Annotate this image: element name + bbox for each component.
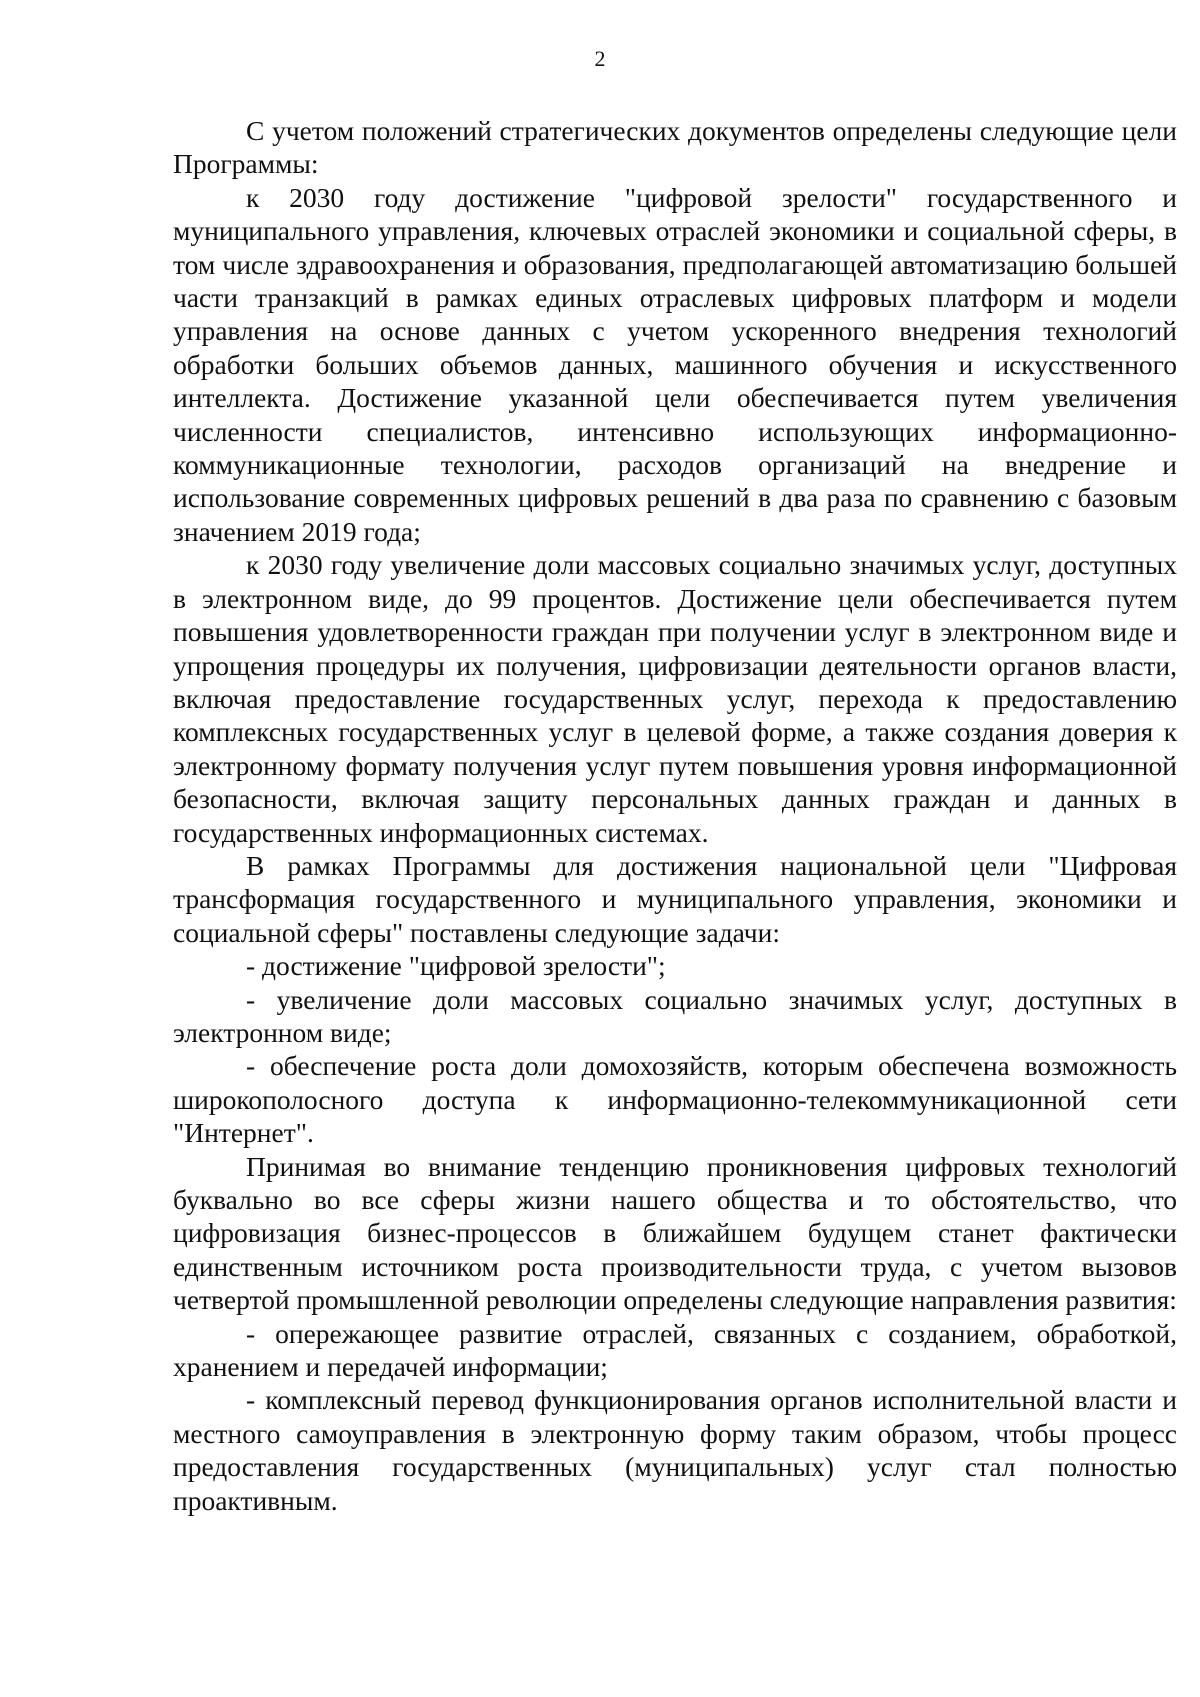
paragraph-goal-digital-maturity: к 2030 году достижение "цифровой зрелости" государственного и муниципального управления, ключевых отраслей экономики и социальной сферы, в том числе здравоохранения и образования, предполагающей автоматизацию большей части транзакций в рамках единых отраслевых цифровых платформ и модели управления на основе данных с учетом ускоренного внедрения технологий обработки больших объемов данных, машинного обучения и искусственного интеллекта. Достижение указанной цели обеспечивается путем увеличения численности специалистов, интенсивно использующих информационно-коммуникационные технологии, расходов организаций на внедрение и использование современных цифровых решений в два раза по сравнению с базовым значением 2019 года; <box>173 181 1177 547</box>
paragraph-program-goals-intro: С учетом положений стратегических документов определены следующие цели Программы: <box>173 115 1177 180</box>
list-item-task-broadband-access: - обеспечение роста доли домохозяйств, которым обеспечена возможность широкополосного доступа к информационно-телекоммуникационной сети "Интернет". <box>173 1050 1177 1149</box>
list-item-direction-electronic-government: - комплексный перевод функционирования органов исполнительной власти и местного самоуправления в электронную форму таким образом, чтобы процесс предоставления государственных (муниципальных) услуг стал полностью проактивным. <box>173 1384 1177 1516</box>
document-body <box>173 114 1177 1517</box>
paragraph-national-goal-tasks: В рамках Программы для достижения национальной цели "Цифровая трансформация государственного и муниципального управления, экономики и социальной сферы" поставлены следующие задачи: <box>173 849 1177 948</box>
paragraph-goal-electronic-services: к 2030 году увеличение доли массовых социально значимых услуг, доступных в электронном виде, до 99 процентов. Достижение цели обеспечивается путем повышения удовлетворенности граждан при получении услуг в электронном виде и упрощения процедуры их получения, цифровизации деятельности органов власти, включая предоставление государственных услуг, перехода к предоставлению комплексных государственных услуг в целевой форме, а также создания доверия к электронному формату получения услуг путем повышения уровня информационной безопасности, включая защиту персональных данных граждан и данных в государственных информационных системах. <box>173 549 1177 848</box>
list-item-direction-information-industries: - опережающее развитие отраслей, связанных с созданием, обработкой, хранением и передачей информации; <box>173 1317 1177 1383</box>
list-item-task-digital-maturity: - достижение "цифровой зрелости"; <box>246 950 666 982</box>
list-item-task-services-share: - увеличение доли массовых социально значимых услуг, доступных в электронном виде; <box>173 983 1177 1048</box>
page-number: 2 <box>594 46 606 71</box>
paragraph-development-directions-intro: Принимая во внимание тенденцию проникновения цифровых технологий буквально во все сферы жизни нашего общества и то обстоятельство, что цифровизация бизнес-процессов в ближайшем будущем станет фактически единственным источником роста производительности труда, с учетом вызовов четвертой промышленной революции определены следующие направления развития: <box>173 1150 1177 1316</box>
